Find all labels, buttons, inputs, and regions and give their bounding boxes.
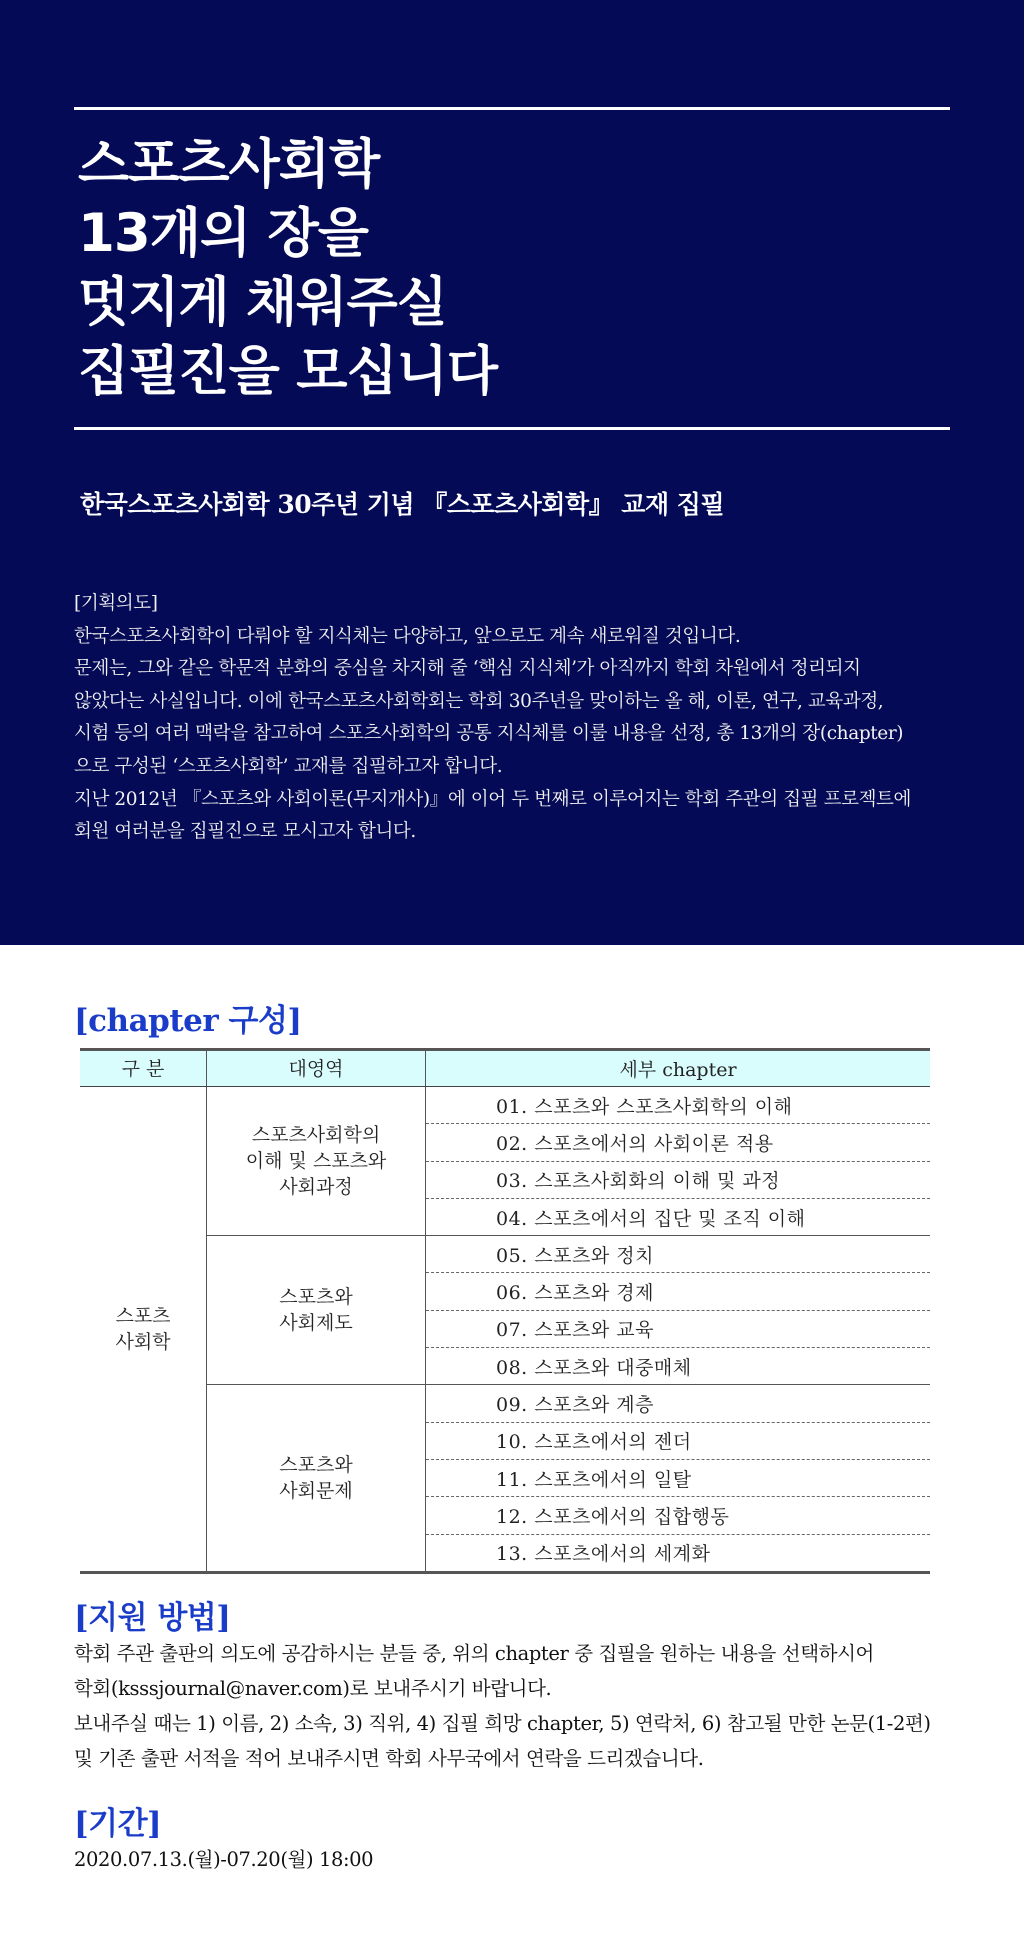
chapter-cell: 03. 스포츠사회화의 이해 및 과정 bbox=[426, 1161, 931, 1198]
headline bbox=[78, 130, 497, 406]
apply-line: 학회(ksssjournal@naver.com)로 보내주시기 바랍니다. bbox=[74, 1677, 552, 1700]
chapter-cell: 12. 스포츠에서의 집합행동 bbox=[426, 1497, 931, 1534]
apply-text bbox=[74, 1636, 954, 1776]
chapter-table bbox=[80, 1048, 930, 1574]
table-header-row bbox=[80, 1050, 930, 1087]
chapter-cell: 13. 스포츠에서의 세계화 bbox=[496, 1543, 711, 1566]
period-section-title: [기간] bbox=[74, 1806, 162, 1842]
headline-line: 집필진을 모십니다 bbox=[78, 341, 498, 402]
chapter-cell: 10. 스포츠에서의 젠더 bbox=[426, 1422, 931, 1459]
hero-banner bbox=[0, 0, 1024, 945]
period-text: 2020.07.13.(월)-07.20(월) 18:00 bbox=[74, 1848, 374, 1871]
chapter-cell: 08. 스포츠와 대중매체 bbox=[426, 1348, 931, 1385]
header-category: 구 분 bbox=[80, 1050, 207, 1087]
chapter-cell: 11. 스포츠에서의 일탈 bbox=[426, 1459, 931, 1496]
header-chapter: 세부 chapter bbox=[426, 1050, 931, 1087]
apply-line: 및 기존 출판 서적을 적어 보내주시면 학회 사무국에서 연락을 드리겠습니다. bbox=[74, 1747, 704, 1770]
top-divider bbox=[74, 107, 950, 110]
apply-line: 학회 주관 출판의 의도에 공감하시는 분들 중, 위의 chapter 중 집필을 원하는 내용을 선택하시어 bbox=[74, 1642, 874, 1665]
intro-line: 한국스포츠사회학이 다뤄야 할 지식체는 다양하고, 앞으로도 계속 새로워질 것입니다. bbox=[74, 625, 741, 647]
intro-text bbox=[74, 588, 954, 849]
domain-cell: 스포츠와 사회문제 bbox=[207, 1385, 426, 1572]
table-row bbox=[80, 1385, 930, 1422]
chapter-cell: 09. 스포츠와 계층 bbox=[426, 1385, 931, 1422]
intro-line: [기획의도] bbox=[74, 593, 158, 614]
chapter-cell: 04. 스포츠에서의 집단 및 조직 이해 bbox=[426, 1198, 931, 1235]
intro-line: 문제는, 그와 같은 학문적 분화의 중심을 차지해 줄 ‘핵심 지식체’가 아직까지 학회 차원에서 정리되지 bbox=[74, 658, 861, 680]
intro-line: 으로 구성된 ‘스포츠사회학’ 교재를 집필하고자 합니다. bbox=[74, 755, 503, 777]
headline-line: 스포츠사회학 bbox=[78, 134, 380, 195]
table-row bbox=[80, 1236, 930, 1273]
chapter-cell: 01. 스포츠와 스포츠사회학의 이해 bbox=[426, 1087, 931, 1124]
headline-line: 멋지게 채워주실 bbox=[78, 272, 447, 333]
chapter-cell: 06. 스포츠와 경제 bbox=[426, 1273, 931, 1310]
chapter-section-title: [chapter 구성] bbox=[74, 1003, 302, 1039]
domain-cell: 스포츠사회학의 이해 및 스포츠와 사회과정 bbox=[207, 1087, 426, 1236]
category-cell: 스포츠 사회학 bbox=[80, 1087, 207, 1573]
apply-line: 보내주실 때는 1) 이름, 2) 소속, 3) 직위, 4) 집필 희망 chapter, 5) 연락처, 6) 참고될 만한 논문(1-2편) bbox=[74, 1712, 931, 1735]
intro-line: 시험 등의 여러 맥락을 참고하여 스포츠사회학의 공통 지식체를 이룰 내용을 선정, 총 13개의 장(chapter) bbox=[74, 723, 904, 745]
apply-section-title: [지원 방법] bbox=[74, 1600, 231, 1636]
headline-line: 13개의 장을 bbox=[78, 203, 368, 264]
header-domain: 대영역 bbox=[207, 1050, 426, 1087]
intro-line: 회원 여러분을 집필진으로 모시고자 합니다. bbox=[74, 821, 416, 843]
intro-line: 않았다는 사실입니다. 이에 한국스포츠사회학회는 학회 30주년을 맞이하는 올 해, 이론, 연구, 교육과정, bbox=[74, 690, 884, 712]
intro-line: 지난 2012년 『스포츠와 사회이론(무지개사)』에 이어 두 번째로 이루어지는 학회 주관의 집필 프로젝트에 bbox=[74, 788, 911, 810]
subtitle: 한국스포츠사회학 30주년 기념 『스포츠사회학』 교재 집필 bbox=[80, 490, 725, 519]
domain-cell: 스포츠와 사회제도 bbox=[207, 1236, 426, 1385]
table-row bbox=[80, 1087, 930, 1124]
chapter-cell: 07. 스포츠와 교육 bbox=[426, 1310, 931, 1347]
chapter-cell: 02. 스포츠에서의 사회이론 적용 bbox=[426, 1124, 931, 1161]
bottom-divider bbox=[74, 427, 950, 430]
chapter-cell: 05. 스포츠와 정치 bbox=[426, 1236, 931, 1273]
